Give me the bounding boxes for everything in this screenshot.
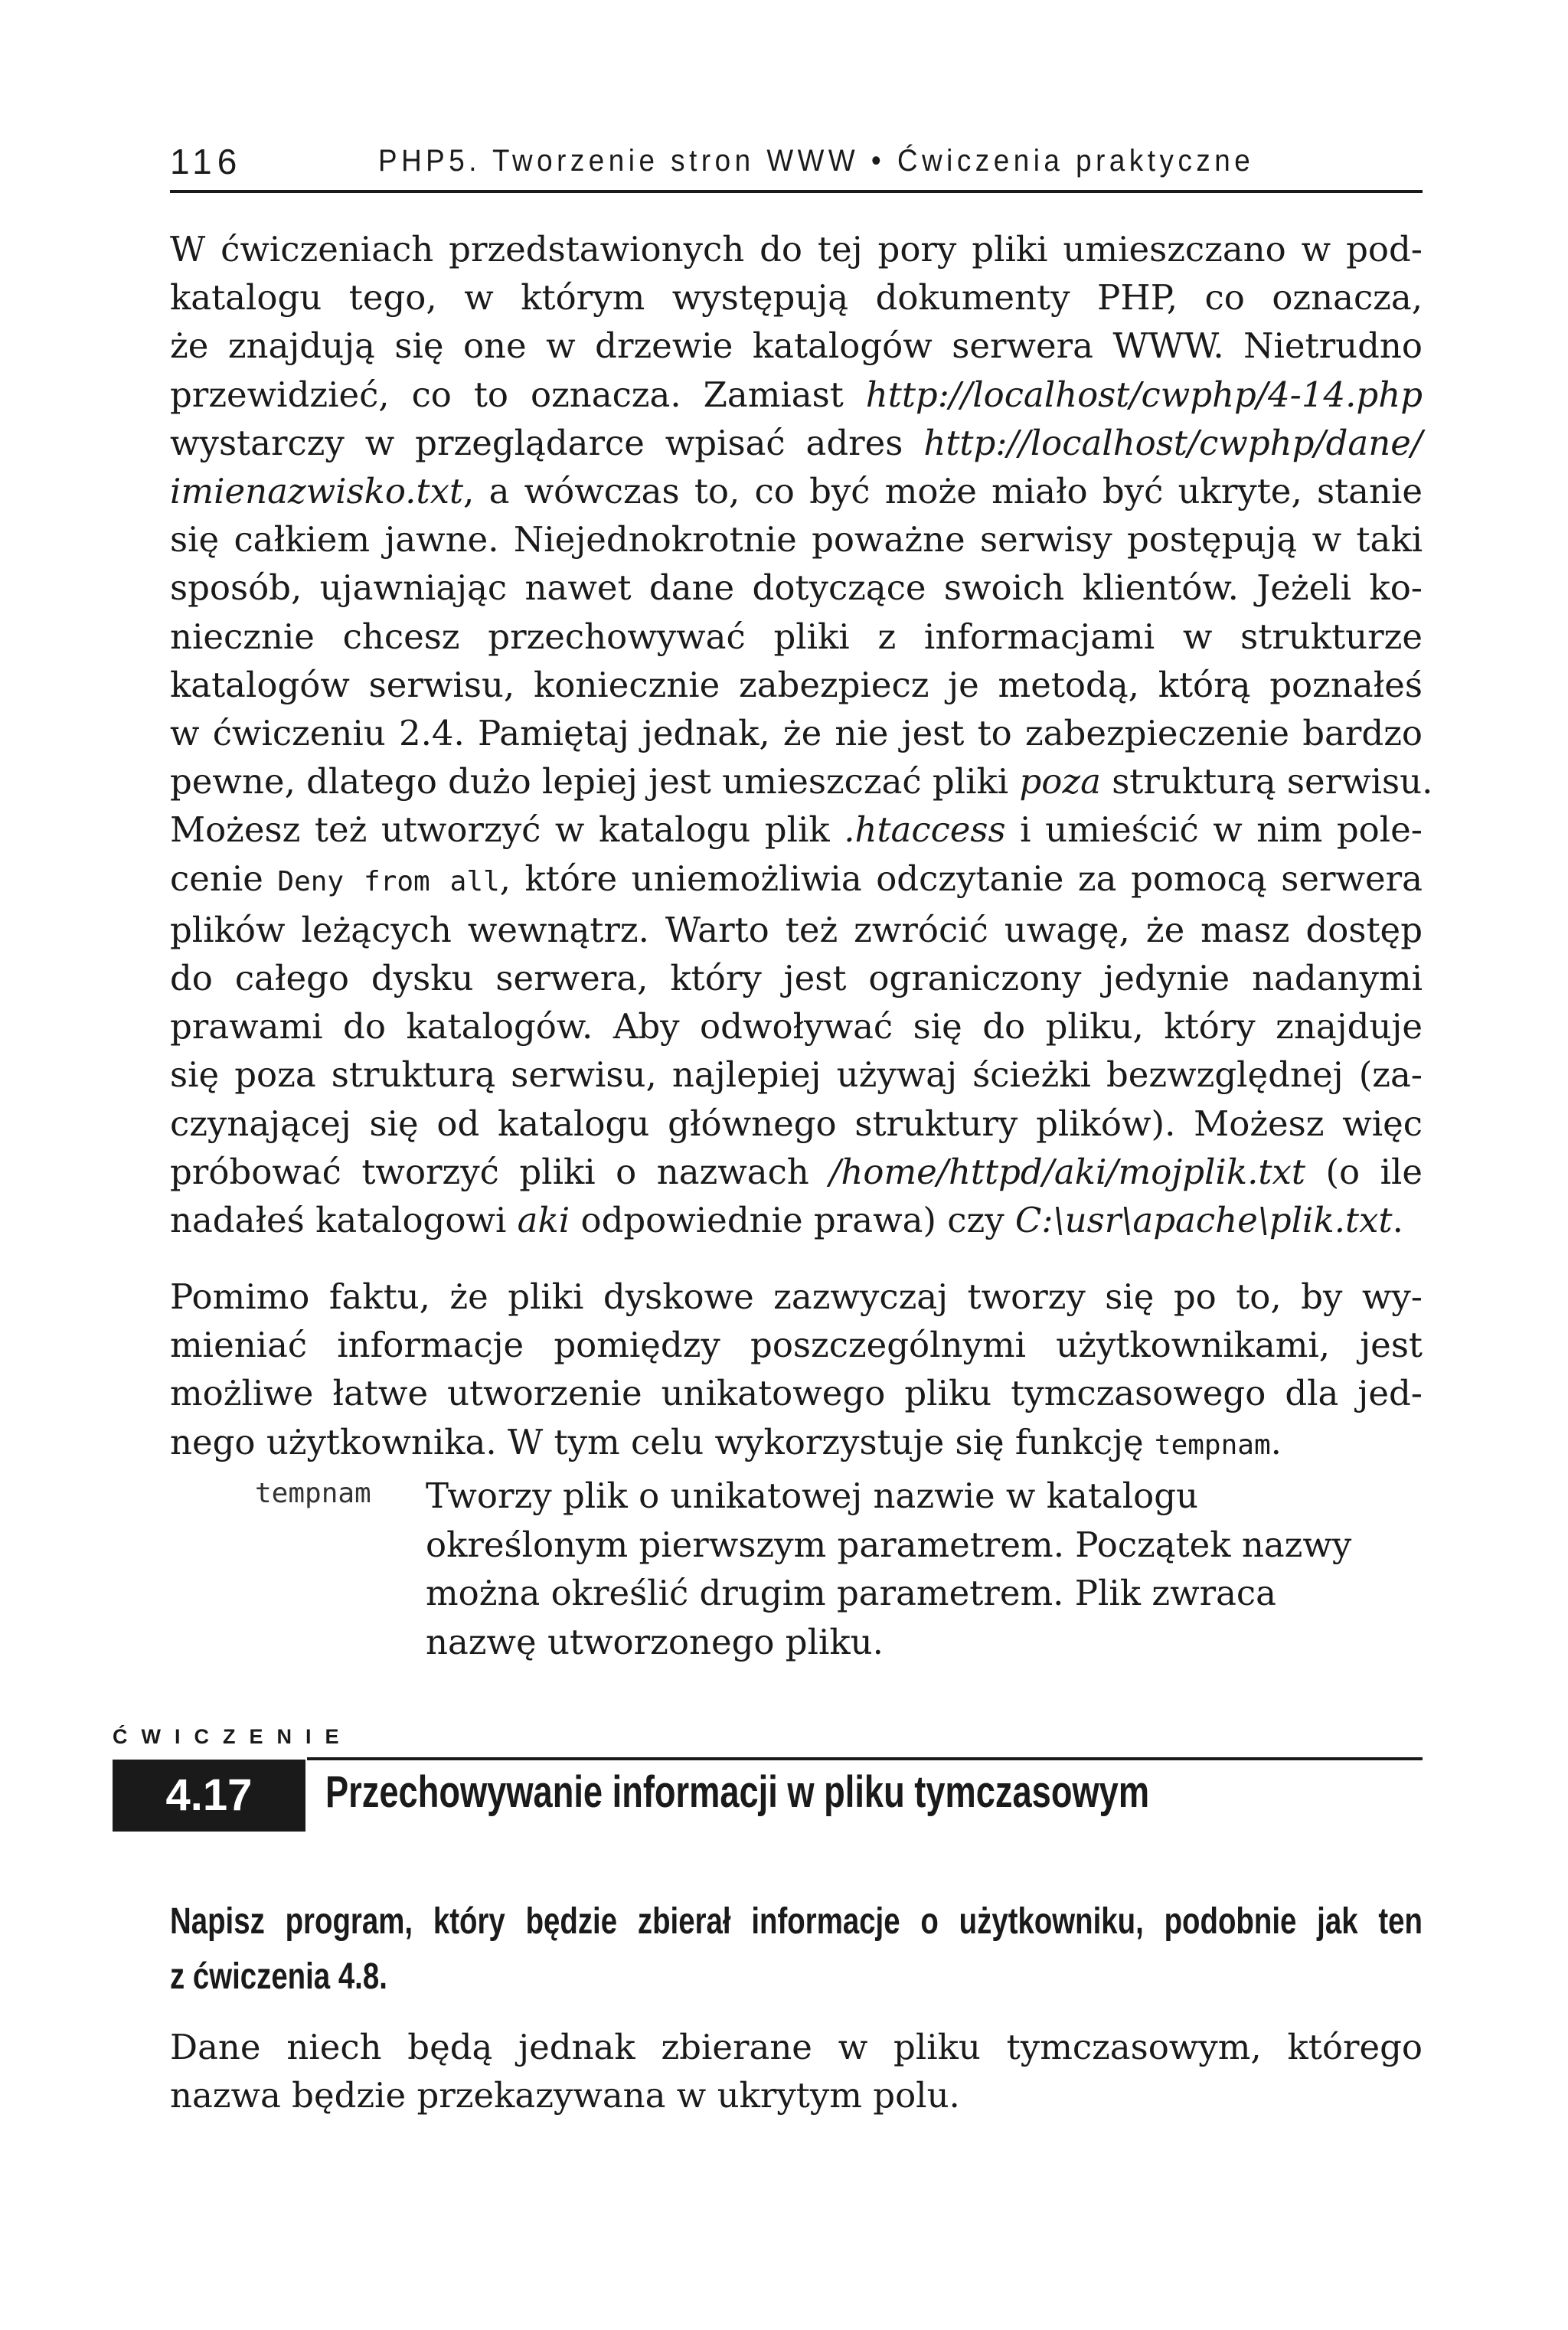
text-line: imienazwisko.txt, a wówczas to, co być może miało być ukryte, stanie bbox=[170, 471, 1423, 512]
filename-text: imienazwisko.txt bbox=[170, 471, 464, 512]
text-line: cenie Deny from all, które uniemożliwia odczytanie za pomocą serwera bbox=[170, 858, 1423, 899]
text-line: katalogów serwisu, koniecznie zabezpiecz je metodą, którą poznałeś bbox=[170, 664, 1423, 705]
text-line: że znajdują się one w drzewie katalogów serwera WWW. Nietrudno bbox=[170, 325, 1423, 367]
task-line: Napisz program, który będzie zbierał informacje o użytkowniku, podobnie jak ten bbox=[170, 1901, 1423, 1942]
exercise-note bbox=[170, 2023, 1423, 2119]
text-line: się poza strukturą serwisu, najlepiej używaj ścieżki bezwzględnej (za- bbox=[170, 1054, 1423, 1096]
body-paragraph-2 bbox=[170, 1273, 1423, 1469]
text-line: nazwa będzie przekazywana w ukrytym polu. bbox=[170, 2075, 960, 2116]
text-line: Możesz też utworzyć w katalogu plik .htaccess i umieścić w nim pole- bbox=[170, 809, 1423, 851]
exercise-label: ĆWICZENIE bbox=[113, 1725, 353, 1748]
path-text: C:\usr\apache\plik.txt bbox=[1014, 1200, 1393, 1241]
text-line: nadałeś katalogowi aki odpowiednie prawa) czy C:\usr\apache\plik.txt. bbox=[170, 1200, 1403, 1241]
url-text: http://localhost/cwphp/4-14.php bbox=[865, 374, 1423, 415]
emphasis-text: poza bbox=[1019, 761, 1101, 802]
exercise-divider bbox=[307, 1757, 1423, 1760]
text-line: prawami do katalogów. Aby odwoływać się do pliku, który znajduje bbox=[170, 1006, 1423, 1047]
text-line: Tworzy plik o unikatowej nazwie w katalogu bbox=[426, 1475, 1199, 1516]
text-line: możliwe łatwe utworzenie unikatowego pliku tymczasowego dla jed- bbox=[170, 1373, 1423, 1414]
emphasis-text: aki bbox=[517, 1200, 570, 1241]
text-line: plików leżących wewnątrz. Warto też zwrócić uwagę, że masz dostęp bbox=[170, 909, 1423, 950]
function-description bbox=[426, 1472, 1421, 1666]
text-line: sposób, ujawniając nawet dane dotyczące swoich klientów. Jeżeli ko- bbox=[170, 567, 1423, 609]
text-line: się całkiem jawne. Niejednokrotnie poważne serwisy postępują w taki bbox=[170, 519, 1423, 560]
task-line: z ćwiczenia 4.8. bbox=[170, 1956, 387, 1997]
text-line: można określić drugim parametrem. Plik zwraca bbox=[426, 1573, 1276, 1613]
exercise-task bbox=[170, 1894, 1423, 2005]
body-paragraph-1 bbox=[170, 225, 1433, 1244]
text-line: pewne, dlatego dużo lepiej jest umieszczać pliki poza strukturą serwisu. bbox=[170, 761, 1433, 802]
text-line: Dane niech będą jednak zbierane w pliku tymczasowym, którego bbox=[170, 2027, 1423, 2067]
running-header bbox=[170, 136, 1423, 193]
text-line: do całego dysku serwera, który jest ograniczony jedynie nadanymi bbox=[170, 958, 1423, 999]
code-text: Deny from all bbox=[277, 865, 500, 897]
exercise-title: Przechowywanie informacji w pliku tymczasowym bbox=[325, 1767, 1150, 1817]
text-line: przewidzieć, co to oznacza. Zamiast http://localhost/cwphp/4-14.php bbox=[170, 374, 1423, 415]
text-line: katalogu tego, w którym występują dokumenty PHP, co oznacza, bbox=[170, 277, 1423, 319]
text-line: wystarczy w przeglądarce wpisać adres http://localhost/cwphp/dane/ bbox=[170, 422, 1423, 463]
text-line: W ćwiczeniach przedstawionych do tej pory pliki umieszczano w pod- bbox=[170, 229, 1423, 270]
text-line: określonym pierwszym parametrem. Początek nazwy bbox=[426, 1524, 1352, 1565]
text-line: Pomimo faktu, że pliki dyskowe zazwyczaj tworzy się po to, by wy- bbox=[170, 1276, 1423, 1317]
page-number: 116 bbox=[170, 142, 243, 181]
running-title: PHP5. Tworzenie stron WWW • Ćwiczenia praktyczne bbox=[378, 144, 1255, 178]
filename-text: .htaccess bbox=[844, 809, 1006, 851]
text-line: czynającej się od katalogu głównego struktury plików). Możesz więc bbox=[170, 1103, 1423, 1144]
url-text: http://localhost/cwphp/dane/ bbox=[923, 422, 1423, 463]
text-line: nego użytkownika. W tym celu wykorzystuje się funkcję tempnam. bbox=[170, 1421, 1282, 1462]
exercise-number: 4.17 bbox=[113, 1760, 305, 1832]
text-line: nazwę utworzonego pliku. bbox=[426, 1621, 884, 1662]
text-line: mieniać informacje pomiędzy poszczególnymi użytkownikami, jest bbox=[170, 1325, 1423, 1366]
text-line: próbować tworzyć pliki o nazwach /home/httpd/aki/mojplik.txt (o ile bbox=[170, 1151, 1423, 1192]
path-text: /home/httpd/aki/mojplik.txt bbox=[829, 1151, 1305, 1192]
text-line: w ćwiczeniu 2.4. Pamiętaj jednak, że nie jest to zabezpieczenie bardzo bbox=[170, 713, 1423, 754]
code-text: tempnam bbox=[1154, 1429, 1271, 1461]
function-term: tempnam bbox=[255, 1478, 371, 1509]
text-line: niecznie chcesz przechowywać pliki z informacjami w strukturze bbox=[170, 616, 1423, 657]
